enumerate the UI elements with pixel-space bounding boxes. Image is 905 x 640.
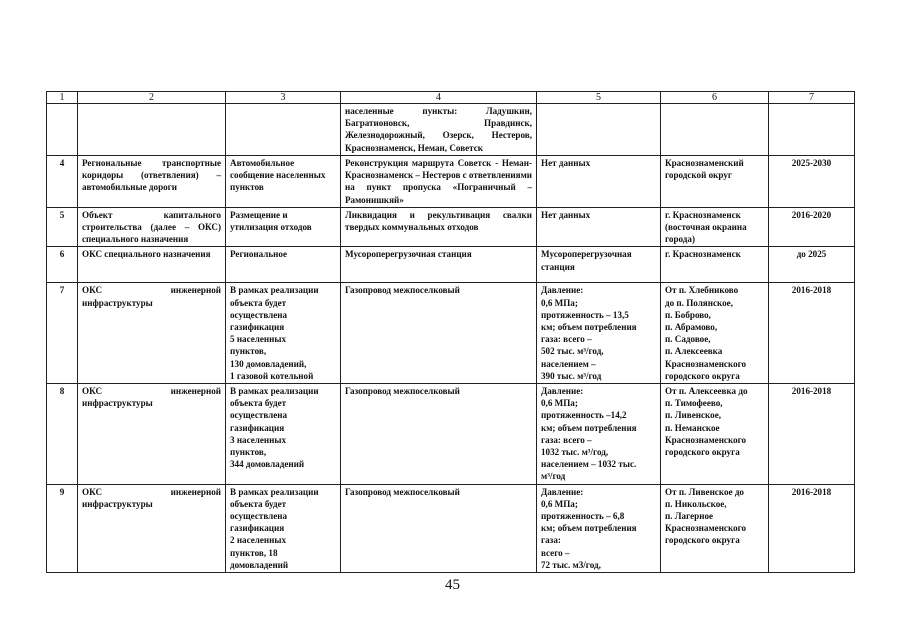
table-row: [47, 207, 855, 247]
object-period: 2016-2018: [769, 384, 855, 485]
cell-line: всего –: [541, 547, 570, 558]
cell-line: 130 домовладений,: [230, 358, 307, 369]
object-purpose: [226, 283, 341, 384]
table-row: [47, 283, 855, 384]
row-number: 8: [47, 384, 78, 485]
cell-line: В рамках реализации: [230, 285, 319, 296]
cell-line: км; объем потребления: [541, 422, 637, 433]
cell-line: 2 населенных: [230, 535, 287, 546]
object-purpose: [226, 484, 341, 572]
cell-line: 502 тыс. м³/год,: [541, 346, 604, 357]
header-cell-4: 4: [341, 92, 537, 104]
cell-line: газа: всего –: [541, 434, 592, 445]
cell-line: п. Боброво,: [665, 309, 711, 320]
object-name: Ликвидация и рекультивация свалки твердых коммунальных отходов: [341, 207, 537, 247]
cell-line: пунктов,: [230, 447, 267, 458]
object-characteristics: Нет данных: [537, 156, 661, 208]
cell-line: м³/год: [541, 471, 566, 482]
cell-line: Краснознаменского: [665, 434, 747, 445]
table-sheet: [46, 91, 855, 573]
object-name: Газопровод межпоселковый: [341, 384, 537, 485]
cell-line: км; объем потребления: [541, 322, 637, 333]
cell-line: 72 тыс. м3/год,: [541, 559, 601, 570]
row-number: 9: [47, 484, 78, 572]
cell-line: п. Лагерное: [665, 511, 714, 522]
cell-line: п. Никольское,: [665, 498, 727, 509]
cell-line: От п. Ливенское до: [665, 486, 744, 497]
cell-line: 5 населенных: [230, 334, 287, 345]
header-cell-6: 6: [661, 92, 769, 104]
object-period: 2016-2020: [769, 207, 855, 247]
object-purpose: Размещение и утилизация отходов: [226, 207, 341, 247]
object-name: Газопровод межпоселковый: [341, 484, 537, 572]
cell-line: От п. Алексеевка до: [665, 386, 748, 397]
cell-line: осуществлена: [230, 309, 288, 320]
header-cell-3: 3: [226, 92, 341, 104]
cell-line: 0,6 МПа;: [541, 498, 578, 509]
cell-line: Давление:: [541, 285, 584, 296]
cell-line: объекта будет: [230, 297, 287, 308]
object-characteristics: [537, 104, 661, 156]
object-type: Объект капитального строительства (далее – ОКС) специального назначения: [78, 207, 226, 247]
cell-line: объекта будет: [230, 398, 287, 409]
cell-line: 0,6 МПа;: [541, 398, 578, 409]
object-type: ОКС инженерной инфраструктуры: [78, 283, 226, 384]
cell-line: городского округа: [665, 447, 740, 458]
header-cell-2: 2: [78, 92, 226, 104]
object-type: ОКС инженерной инфраструктуры: [78, 384, 226, 485]
table-row: [47, 104, 855, 156]
cell-line: Краснознаменского: [665, 523, 747, 534]
cell-line: В рамках реализации: [230, 386, 319, 397]
object-period: до 2025: [769, 247, 855, 283]
cell-line: п. Алексеевка: [665, 346, 723, 357]
cell-line: 0,6 МПа;: [541, 297, 578, 308]
object-period: 2025-2030: [769, 156, 855, 208]
cell-line: газа: всего –: [541, 334, 592, 345]
cell-line: От п. Хлебниково: [665, 285, 739, 296]
object-characteristics: [537, 484, 661, 572]
cell-line: газификация: [230, 322, 285, 333]
header-cell-1: 1: [47, 92, 78, 104]
object-characteristics: [537, 384, 661, 485]
cell-line: 1 газовой котельной: [230, 370, 314, 381]
cell-line: п. Тимофеево,: [665, 398, 723, 409]
row-number: 7: [47, 283, 78, 384]
cell-line: газа:: [541, 535, 561, 546]
object-type: [78, 104, 226, 156]
object-characteristics: Мусороперегрузочная станция: [537, 247, 661, 283]
object-characteristics: Нет данных: [537, 207, 661, 247]
cell-line: до п. Полянское,: [665, 297, 733, 308]
cell-line: газификация: [230, 523, 285, 534]
cell-line: протяженность –14,2: [541, 410, 627, 421]
object-location: г. Краснознаменск (восточная окраина города): [661, 207, 769, 247]
cell-line: объекта будет: [230, 498, 287, 509]
cell-line: городского округа: [665, 370, 740, 381]
object-period: 2016-2018: [769, 484, 855, 572]
object-type: ОКС специального назначения: [78, 247, 226, 283]
object-name: Реконструкция маршрута Советск - Неман-Краснознаменск – Нестеров с ответвлениями на пункт пропуска «Пограничный – Рамонишкяй»: [341, 156, 537, 208]
cell-line: осуществлена: [230, 511, 288, 522]
object-period: [769, 104, 855, 156]
table-row: [47, 384, 855, 485]
cell-line: протяженность – 6,8: [541, 511, 625, 522]
cell-line: п. Ливенское,: [665, 410, 722, 421]
object-name: Мусороперегрузочная станция: [341, 247, 537, 283]
cell-line: км; объем потребления: [541, 523, 637, 534]
cell-line: п. Садовое,: [665, 334, 711, 345]
objects-table: [46, 91, 855, 573]
table-row: [47, 247, 855, 283]
object-period: 2016-2018: [769, 283, 855, 384]
cell-line: населением – 1032 тыс.: [541, 459, 637, 470]
cell-line: пунктов,: [230, 346, 267, 357]
object-type: Региональные транспортные коридоры (ответвления) – автомобильные дороги: [78, 156, 226, 208]
object-purpose: [226, 384, 341, 485]
object-location: г. Краснознаменск: [661, 247, 769, 283]
object-purpose: [226, 104, 341, 156]
object-location: [661, 384, 769, 485]
object-location: [661, 484, 769, 572]
object-type: ОКС инженерной инфраструктуры: [78, 484, 226, 572]
table-row: [47, 156, 855, 208]
cell-line: населением –: [541, 358, 596, 369]
cell-line: п. Абрамово,: [665, 322, 718, 333]
cell-line: газификация: [230, 422, 285, 433]
row-number: 4: [47, 156, 78, 208]
header-cell-7: 7: [769, 92, 855, 104]
cell-line: Давление:: [541, 486, 584, 497]
object-purpose: Региональное: [226, 247, 341, 283]
object-name: населенные пункты: Ладушкин, Багратионовск, Правдинск, Железнодорожный, Озерск, Нестеров, Краснознаменск, Неман, Советск: [341, 104, 537, 156]
object-name: Газопровод межпоселковый: [341, 283, 537, 384]
cell-line: домовладений: [230, 559, 289, 570]
cell-line: В рамках реализации: [230, 486, 319, 497]
object-location: [661, 104, 769, 156]
cell-line: 390 тыс. м³/год: [541, 370, 602, 381]
cell-line: городского округа: [665, 535, 740, 546]
cell-line: 1032 тыс. м³/год,: [541, 447, 609, 458]
cell-line: протяженность – 13,5: [541, 309, 629, 320]
cell-line: осуществлена: [230, 410, 288, 421]
cell-line: 344 домовладений: [230, 459, 305, 470]
object-characteristics: [537, 283, 661, 384]
row-number: [47, 104, 78, 156]
object-purpose: Автомобильное сообщение населенных пунктов: [226, 156, 341, 208]
header-cell-5: 5: [537, 92, 661, 104]
cell-line: п. Неманское: [665, 422, 720, 433]
table-row: [47, 484, 855, 572]
row-number: 5: [47, 207, 78, 247]
object-location: [661, 283, 769, 384]
header-row: [47, 92, 855, 104]
cell-line: Краснознаменского: [665, 358, 747, 369]
cell-line: Давление:: [541, 386, 584, 397]
cell-line: пунктов, 18: [230, 547, 278, 558]
cell-line: 3 населенных: [230, 434, 287, 445]
page-number: 45: [445, 577, 460, 593]
row-number: 6: [47, 247, 78, 283]
object-location: Краснознаменский городской округ: [661, 156, 769, 208]
